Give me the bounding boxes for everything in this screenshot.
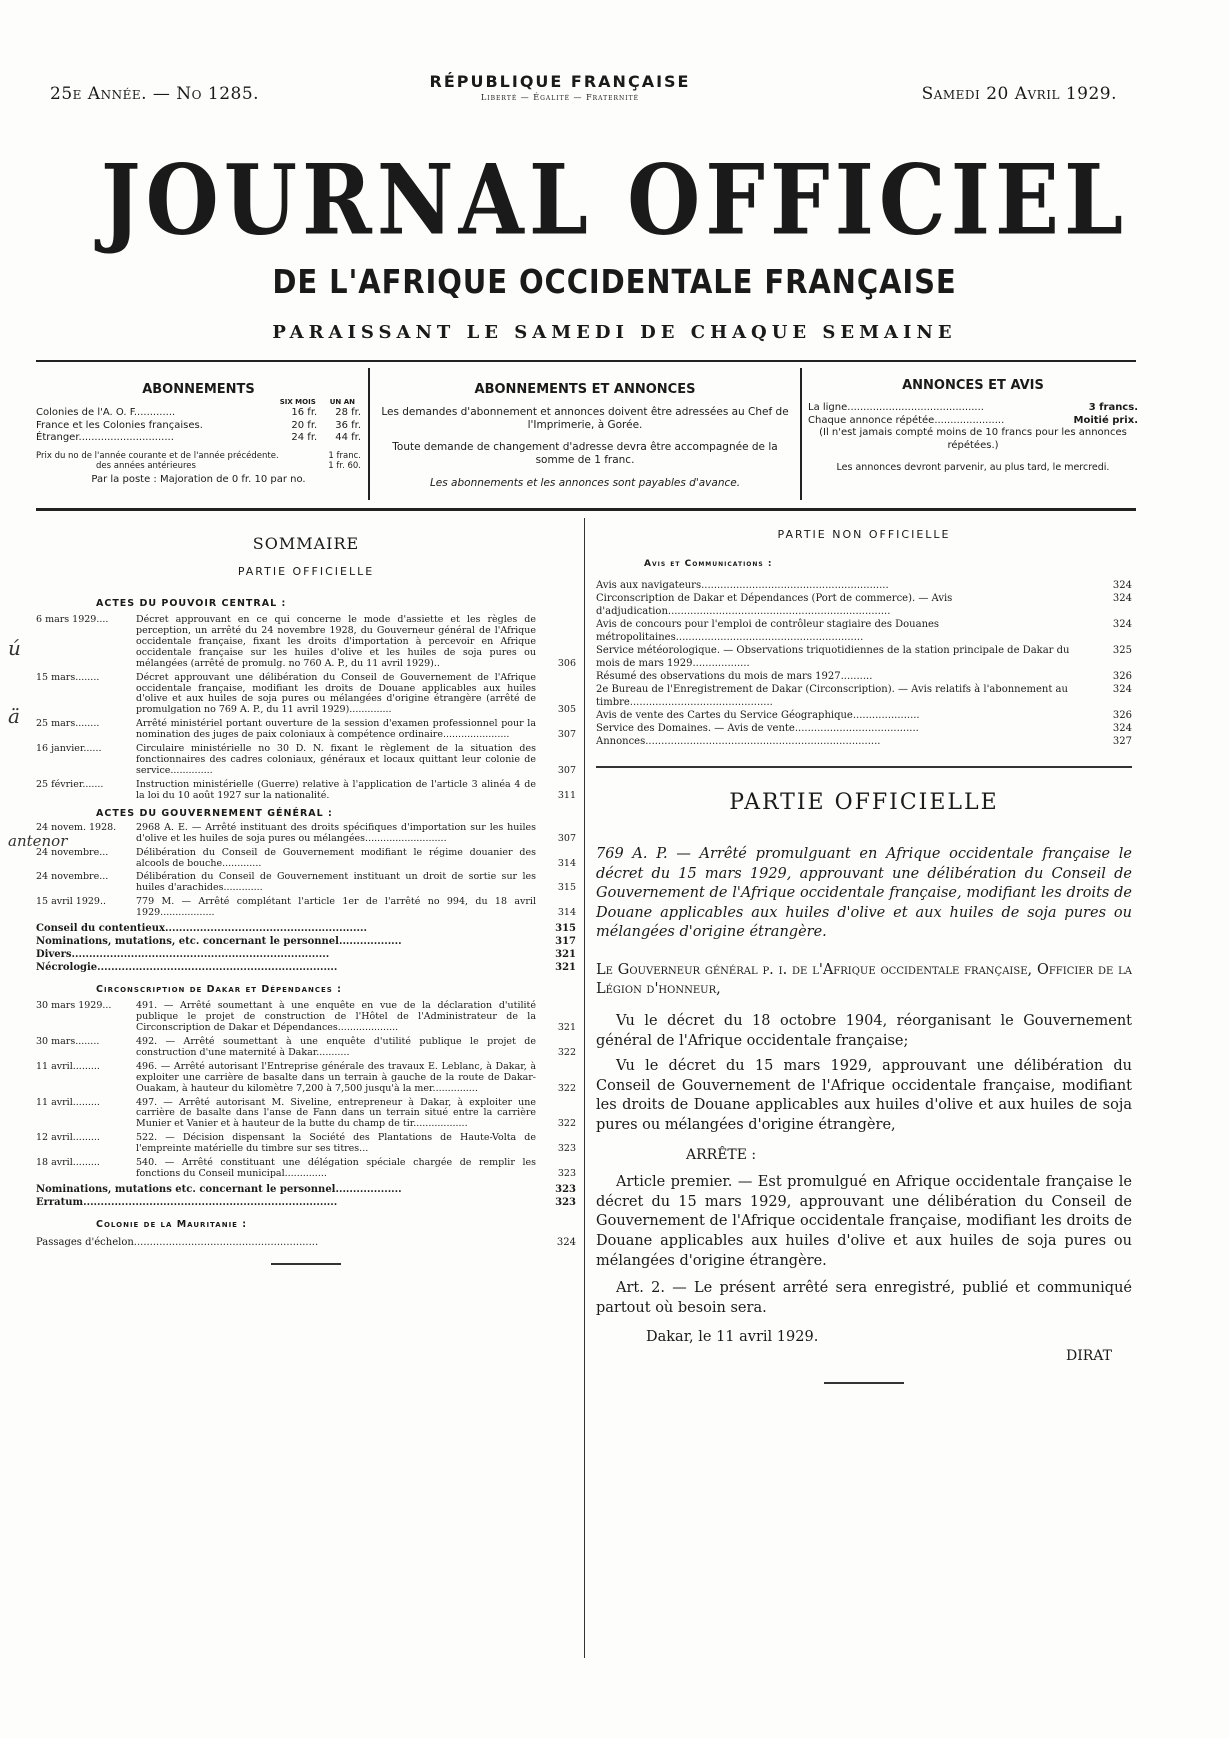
gouv-lines-list — [36, 922, 576, 974]
non-officielle-line-page: 324 — [1112, 684, 1132, 695]
ligne-value: 3 francs. — [1088, 402, 1138, 414]
actes-gouv-list — [36, 823, 576, 919]
partie-officielle-end-rule — [824, 1382, 904, 1384]
gouv-line-text: Nécrologie..................................................................... — [36, 962, 338, 974]
gouv-entry-text: 779 M. — Arrêté complétant l'article 1er de l'arrêté no 994, du 18 avril 1929.................. — [136, 896, 536, 919]
non-officielle-line-text: Circonscription de Dakar et Dépendances (Port de commerce). — Avis d'adjudication...................................................................... — [596, 593, 953, 617]
box-separator-2 — [800, 368, 802, 500]
sommaire-partie-officielle: PARTIE OFFICIELLE — [237, 565, 375, 578]
non-officielle-line-page: 324 — [1112, 580, 1132, 591]
col-six-mois: SIX MOIS — [279, 398, 316, 407]
gouv-entry — [36, 848, 576, 870]
central-entry-page: 306 — [557, 657, 576, 669]
sommaire-column — [36, 534, 576, 1265]
abonnement-six-mois: 20 fr. — [291, 419, 318, 431]
central-entry — [36, 719, 576, 741]
non-officielle-line-page: 326 — [1112, 710, 1132, 721]
gouv-line-text: Conseil du contentieux.......................................................... — [36, 923, 367, 935]
non-officielle-line-text: Service météorologique. — Observations triquotidiennes de la station principale de Dakar du mois de mars 1929.................. — [596, 645, 1070, 669]
vu-decret-1904: Vu le décret du 18 octobre 1904, réorganisant le Gouvernement général de l'Afrique occidentale française; — [596, 1012, 1132, 1049]
gouv-line — [36, 922, 576, 935]
gouv-entry-page: 315 — [557, 882, 576, 894]
abonnement-row — [36, 432, 361, 445]
actes-gouv-heading: ACTES DU GOUVERNEMENT GÉNÉRAL : — [96, 807, 333, 819]
non-officielle-line-text: Service des Domaines. — Avis de vente....................................... — [596, 723, 919, 734]
gouv-line — [36, 948, 576, 961]
central-entry — [36, 615, 576, 670]
column-divider — [584, 518, 585, 1658]
dakar-entry — [36, 1037, 576, 1059]
dakar-entry-page: 321 — [557, 1021, 576, 1033]
dakar-entry-page: 323 — [557, 1143, 576, 1155]
central-entry-date: 25 février....... — [36, 778, 104, 790]
gouv-line-text: Nominations, mutations, etc. concernant le personnel.................. — [36, 936, 402, 948]
dakar-entry-date: 11 avril......... — [36, 1060, 100, 1072]
non-officielle-line — [596, 709, 1132, 722]
central-entry-date: 25 mars........ — [36, 718, 100, 730]
non-officielle-line-page: 325 — [1112, 645, 1132, 656]
non-officielle-line — [596, 618, 1132, 644]
margin-annotation-3: antenor — [8, 832, 68, 850]
non-officielle-line-text: 2e Bureau de l'Enregistrement de Dakar (Circonscription). — Avis relatifs à l'abonnement au timbre............................................. — [596, 684, 1068, 708]
abonnement-values — [291, 420, 361, 433]
avis-heading: Avis et Communications : — [644, 559, 773, 569]
central-entry — [36, 673, 576, 717]
signature: DIRAT — [1066, 1347, 1112, 1364]
gouv-entry-text: 2968 A. E. — Arrêté instituant des droits spécifiques d'importation sur les huiles d'olive et les huiles de soja pures ou mélangées........................... — [136, 821, 536, 844]
non-officielle-line — [596, 722, 1132, 735]
vu-decret-1929: Vu le décret du 15 mars 1929, approuvant une délibération du Conseil de Gouvernement de l'Afrique occidentale française, modifiant les droits de Douane applicables aux huiles d'olive et aux huiles de soja pures ou mélangées d'origine étrangère, — [596, 1058, 1132, 1133]
lieu-date: Dakar, le 11 avril 1929. — [646, 1329, 819, 1346]
issue-number: 25e Année. — No 1285. — [50, 84, 260, 104]
central-entry — [36, 780, 576, 802]
dakar-entry-date: 12 avril......... — [36, 1132, 100, 1144]
actes-central-heading: ACTES DU POUVOIR CENTRAL : — [96, 598, 287, 609]
gouv-entry-text: Délibération du Conseil de Gouvernement instituant un droit de sortie sur les huiles d'arachides............. — [136, 871, 536, 894]
repetee-label: Chaque annonce répétée...................... — [808, 414, 1005, 426]
gouv-entry — [36, 823, 576, 845]
gouv-line — [36, 935, 576, 948]
dakar-heading: Circonscription de Dakar et Dépendances : — [96, 984, 342, 996]
central-entry-page: 305 — [557, 704, 576, 716]
non-officielle-heading: PARTIE NON OFFICIELLE — [777, 528, 951, 541]
gouv-line-page: 315 — [555, 923, 576, 935]
paiement-text: Les abonnements et les annonces sont payables d'avance. — [429, 476, 741, 489]
mauritanie-line-page: 324 — [556, 1236, 576, 1248]
dakar-entry — [36, 1133, 576, 1155]
abonnement-row — [36, 407, 361, 420]
abonnement-label: Colonies de l'A. O. F............. — [36, 407, 176, 418]
non-officielle-line-page: 327 — [1112, 736, 1132, 747]
dakar-entry-date: 30 mars 1929... — [36, 1000, 112, 1012]
non-officielle-line-text: Avis de concours pour l'emploi de contrôleur stagiaire des Douanes métropolitaines........................................................... — [596, 619, 940, 643]
dakar-entry-text: 497. — Arrêté autorisant M. Siveline, entrepreneur à Dakar, à exploiter une carrière de basalte dans l'anse de Fann dans un terrain situé entre la carrière Munier et Vanier et à hauteur de la butte du champ de tir.................. — [136, 1096, 536, 1130]
top-rule — [36, 360, 1136, 362]
republic-motto: Liberté — Égalité — Fraternité — [480, 93, 640, 102]
margin-annotation-2: ä — [8, 704, 20, 728]
issue-date: Samedi 20 Avril 1929. — [921, 84, 1117, 104]
annonces-avis-heading: ANNONCES ET AVIS — [902, 378, 1044, 393]
dakar-line — [36, 1196, 576, 1209]
poste-note: Par la poste : Majoration de 0 fr. 10 par no. — [91, 473, 306, 485]
non-officielle-line — [596, 644, 1132, 670]
republic-title: RÉPUBLIQUE FRANÇAISE — [429, 72, 691, 91]
gouv-entry-date: 24 novem. 1928. — [36, 821, 117, 833]
gouv-entry-date: 24 novembre... — [36, 846, 109, 858]
journal-title: JOURNAL OFFICIEL — [100, 142, 1129, 257]
non-officielle-line-text: Avis de vente des Cartes du Service Géographique..................... — [596, 710, 920, 721]
article-2: Art. 2. — Le présent arrêté sera enregistré, publié et communiqué partout où besoin sera. — [596, 1280, 1132, 1316]
repetee-value: Moitié prix. — [1073, 414, 1138, 426]
dakar-entry-text: 522. — Décision dispensant la Société des Plantations de Haute-Volta de l'empreinte matérielle du timbre sur ses titres... — [136, 1132, 536, 1155]
dakar-entry-date: 11 avril......... — [36, 1096, 100, 1108]
right-column — [596, 528, 1132, 1384]
non-officielle-line-page: 326 — [1112, 671, 1132, 682]
abonnement-un-an: 44 fr. — [335, 432, 361, 443]
abonnements-heading: ABONNEMENTS — [142, 382, 255, 397]
box-separator-1 — [368, 368, 370, 500]
gouv-entry-page: 314 — [557, 907, 576, 919]
article-premier: Article premier. — Est promulgué en Afrique occidentale française le décret du 15 mars 1929, approuvant une délibération du Conseil de Gouvernement de l'Afrique occidentale française, modifiant les droits de Douane applicables aux huiles d'olive et aux huiles de soja pures ou mélangées d'origine étrangère. — [596, 1174, 1132, 1269]
mauritanie-list — [36, 1236, 576, 1249]
dakar-line-page: 323 — [555, 1183, 576, 1195]
dakar-entry-text: 492. — Arrêté soumettant à une enquête d'utilité publique le projet de construction d'une maternité à Dakar........... — [136, 1035, 536, 1058]
non-officielle-line — [596, 735, 1132, 748]
partie-officielle-heading: PARTIE OFFICIELLE — [729, 790, 999, 815]
dakar-entry-text: 540. — Arrêté constituant une délégation spéciale chargée de remplir les fonctions du Conseil municipal.............. — [136, 1157, 536, 1180]
gouv-entry-date: 24 novembre... — [36, 871, 109, 883]
abonnement-label: Étranger.............................. — [36, 432, 174, 443]
abonnements-rows — [36, 407, 361, 445]
col-un-an: UN AN — [329, 398, 355, 407]
gouv-entry-text: Délibération du Conseil de Gouvernement modifiant le régime douanier des alcools de bouche............. — [136, 846, 536, 869]
dakar-line-text: Erratum......................................................................... — [36, 1196, 338, 1208]
dakar-line — [36, 1183, 576, 1196]
gouv-line-text: Divers.......................................................................... — [36, 949, 330, 961]
abonnement-values — [291, 432, 361, 445]
central-entry-page: 311 — [557, 789, 576, 801]
actes-central-list — [36, 615, 576, 802]
mauritanie-line — [36, 1236, 576, 1249]
abonnement-label: France et les Colonies françaises. — [36, 419, 203, 431]
journal-subtitle: DE L'AFRIQUE OCCIDENTALE FRANÇAISE — [272, 262, 957, 301]
arrete-heading: ARRÊTE : — [686, 1147, 757, 1164]
gouverneur-line: Le Gouverneur général p. i. de l'Afrique occidentale française, Officier de la Légion d'honneur, — [596, 961, 1132, 998]
arrete-intro: 769 A. P. — Arrêté promulguant en Afrique occidentale française le décret du 15 mars 1929, approuvant une délibération du Conseil de Gouvernement de l'Afrique occidentale française, modifiant les droits de Douane applicables aux huiles d'olive et aux huiles de soja pures ou mélangées d'origine étrangère. — [596, 846, 1132, 941]
dakar-entry — [36, 1098, 576, 1131]
non-officielle-line — [596, 592, 1132, 618]
demandes-text: Les demandes d'abonnement et annonces doivent être adressées au Chef de l'Imprimerie, à Gorée. — [381, 406, 789, 432]
mauritanie-line-text: Passages d'échelon.......................................................... — [36, 1236, 319, 1248]
gouv-entry — [36, 872, 576, 894]
central-entry-text: Décret approuvant en ce qui concerne le mode d'assiette et les règles de perception, un arrêté du 24 novembre 1928, du Gouverneur général de l'Afrique occidentale française, fixant les droits d'importation à percevoir en Afrique occidentale française sur les huiles d'olive et les huiles de soja pures ou mélangées (arrêté de promulg. no 760 A. P., du 11 avril 1929).. — [136, 614, 536, 669]
annonces-avis-box — [808, 378, 1138, 474]
abonnements-annonces-box — [376, 382, 794, 490]
gouv-entry-date: 15 avril 1929.. — [36, 896, 106, 908]
non-officielle-list — [596, 579, 1132, 748]
abonnement-un-an: 36 fr. — [335, 419, 361, 431]
non-officielle-line-text: Annonces.......................................................................... — [596, 736, 881, 747]
dakar-entry-page: 322 — [557, 1118, 576, 1130]
dakar-entry — [36, 1158, 576, 1180]
dakar-entry — [36, 1001, 576, 1034]
dakar-line-page: 323 — [555, 1196, 576, 1208]
sommaire-end-rule — [271, 1263, 341, 1265]
non-officielle-line-text: Avis aux navigateurs........................................................... — [596, 580, 889, 591]
non-officielle-line — [596, 683, 1132, 709]
minimum-note: (Il n'est jamais compté moins de 10 francs pour les annonces répétées.) — [819, 427, 1127, 451]
gouv-line — [36, 961, 576, 974]
gouv-entry-page: 307 — [557, 832, 576, 844]
prix-numero-label: Prix du no de l'année courante et de l'année précédente. — [36, 450, 279, 461]
central-entry-text: Instruction ministérielle (Guerre) relative à l'application de l'article 3 alinéa 4 de la loi du 10 août 1927 sur la nationalité. — [136, 778, 536, 801]
republic-block — [380, 72, 740, 102]
central-entry-page: 307 — [557, 729, 576, 741]
central-entry-date: 6 mars 1929.... — [36, 614, 109, 625]
delai-note: Les annonces devront parvenir, au plus tard, le mercredi. — [836, 462, 1110, 474]
ligne-label: La ligne........................................... — [808, 402, 984, 414]
gouv-entry — [36, 897, 576, 919]
prix-numero-value: 1 franc. — [328, 450, 361, 461]
gouv-line-page: 321 — [555, 962, 576, 974]
non-officielle-line-text: Résumé des observations du mois de mars 1927.......... — [596, 671, 873, 682]
publication-frequency: PARAISSANT LE SAMEDI DE CHAQUE SEMAINE — [272, 322, 957, 343]
abonnement-six-mois: 24 fr. — [291, 432, 318, 443]
non-officielle-line — [596, 670, 1132, 683]
sommaire-heading: SOMMAIRE — [252, 534, 360, 553]
gouv-line-page: 317 — [555, 936, 576, 948]
abonnement-row — [36, 420, 361, 433]
abonnements-box — [36, 382, 361, 486]
changement-adresse-text: Toute demande de changement d'adresse devra être accompagnée de la somme de 1 franc. — [392, 440, 778, 466]
non-officielle-end-rule — [596, 766, 1132, 768]
prix-anciens-value: 1 fr. 60. — [328, 461, 361, 472]
central-entry-date: 15 mars........ — [36, 671, 100, 683]
dakar-entry-text: 496. — Arrêté autorisant l'Entreprise générale des travaux E. Leblanc, à Dakar, à exploiter une carrière de basalte dans un terrain à gauche de la route de Dakar-Ouakam, à hauteur du kilomètre 7,200 à 7,500 jusqu'à la mer............... — [136, 1060, 536, 1094]
mauritanie-heading: Colonie de la Mauritanie : — [96, 1218, 248, 1230]
central-entry-text: Arrêté ministériel portant ouverture de la session d'examen professionnel pour la nomination des juges de paix coloniaux à compétence ordinaire...................... — [136, 718, 536, 741]
dakar-entry-page: 323 — [557, 1168, 576, 1180]
dakar-lines-list — [36, 1183, 576, 1209]
non-officielle-line — [596, 579, 1132, 592]
dakar-list — [36, 1001, 576, 1180]
prix-anciens-label: des années antérieures — [96, 461, 196, 472]
dakar-entry-text: 491. — Arrêté soumettant à une enquête en vue de la déclaration d'utilité publique le projet de construction de l'Hôtel de l'Administrateur de la Circonscription de Dakar et Dépendances.................... — [136, 1000, 536, 1033]
dakar-entry-date: 18 avril......... — [36, 1157, 100, 1169]
central-entry-date: 16 janvier...... — [36, 743, 102, 755]
dakar-line-text: Nominations, mutations etc. concernant le personnel................... — [36, 1183, 402, 1195]
central-entry — [36, 744, 576, 777]
abonnements-annonces-heading: ABONNEMENTS ET ANNONCES — [474, 382, 696, 397]
margin-annotation-1: ú — [8, 636, 21, 660]
gouv-entry-page: 314 — [557, 857, 576, 869]
abonnement-six-mois: 16 fr. — [291, 407, 318, 418]
bottom-rule — [36, 508, 1136, 511]
dakar-entry — [36, 1062, 576, 1095]
non-officielle-line-page: 324 — [1112, 619, 1132, 630]
dakar-entry-page: 322 — [557, 1046, 576, 1058]
gouv-line-page: 321 — [555, 949, 576, 961]
abonnement-values — [291, 407, 361, 420]
central-entry-page: 307 — [557, 764, 576, 776]
non-officielle-line-page: 324 — [1112, 593, 1132, 604]
non-officielle-line-page: 324 — [1112, 723, 1132, 734]
central-entry-text: Décret approuvant une délibération du Conseil de Gouvernement de l'Afrique occidentale française, modifiant les droits de Douane applicables aux huiles d'olive et aux huiles de soja pures ou mélangées d'origine étrangère (arrêté de promulgation no 769 A. P., du 11 avril 1929).............. — [136, 671, 536, 716]
dakar-entry-date: 30 mars........ — [36, 1035, 100, 1047]
central-entry-text: Circulaire ministérielle no 30 D. N. fixant le règlement de la situation des fonctionnaires des cadres coloniaux, généraux et locaux quittant leur colonie de service.............. — [136, 743, 536, 776]
abonnement-un-an: 28 fr. — [335, 407, 361, 418]
dakar-entry-page: 322 — [557, 1082, 576, 1094]
